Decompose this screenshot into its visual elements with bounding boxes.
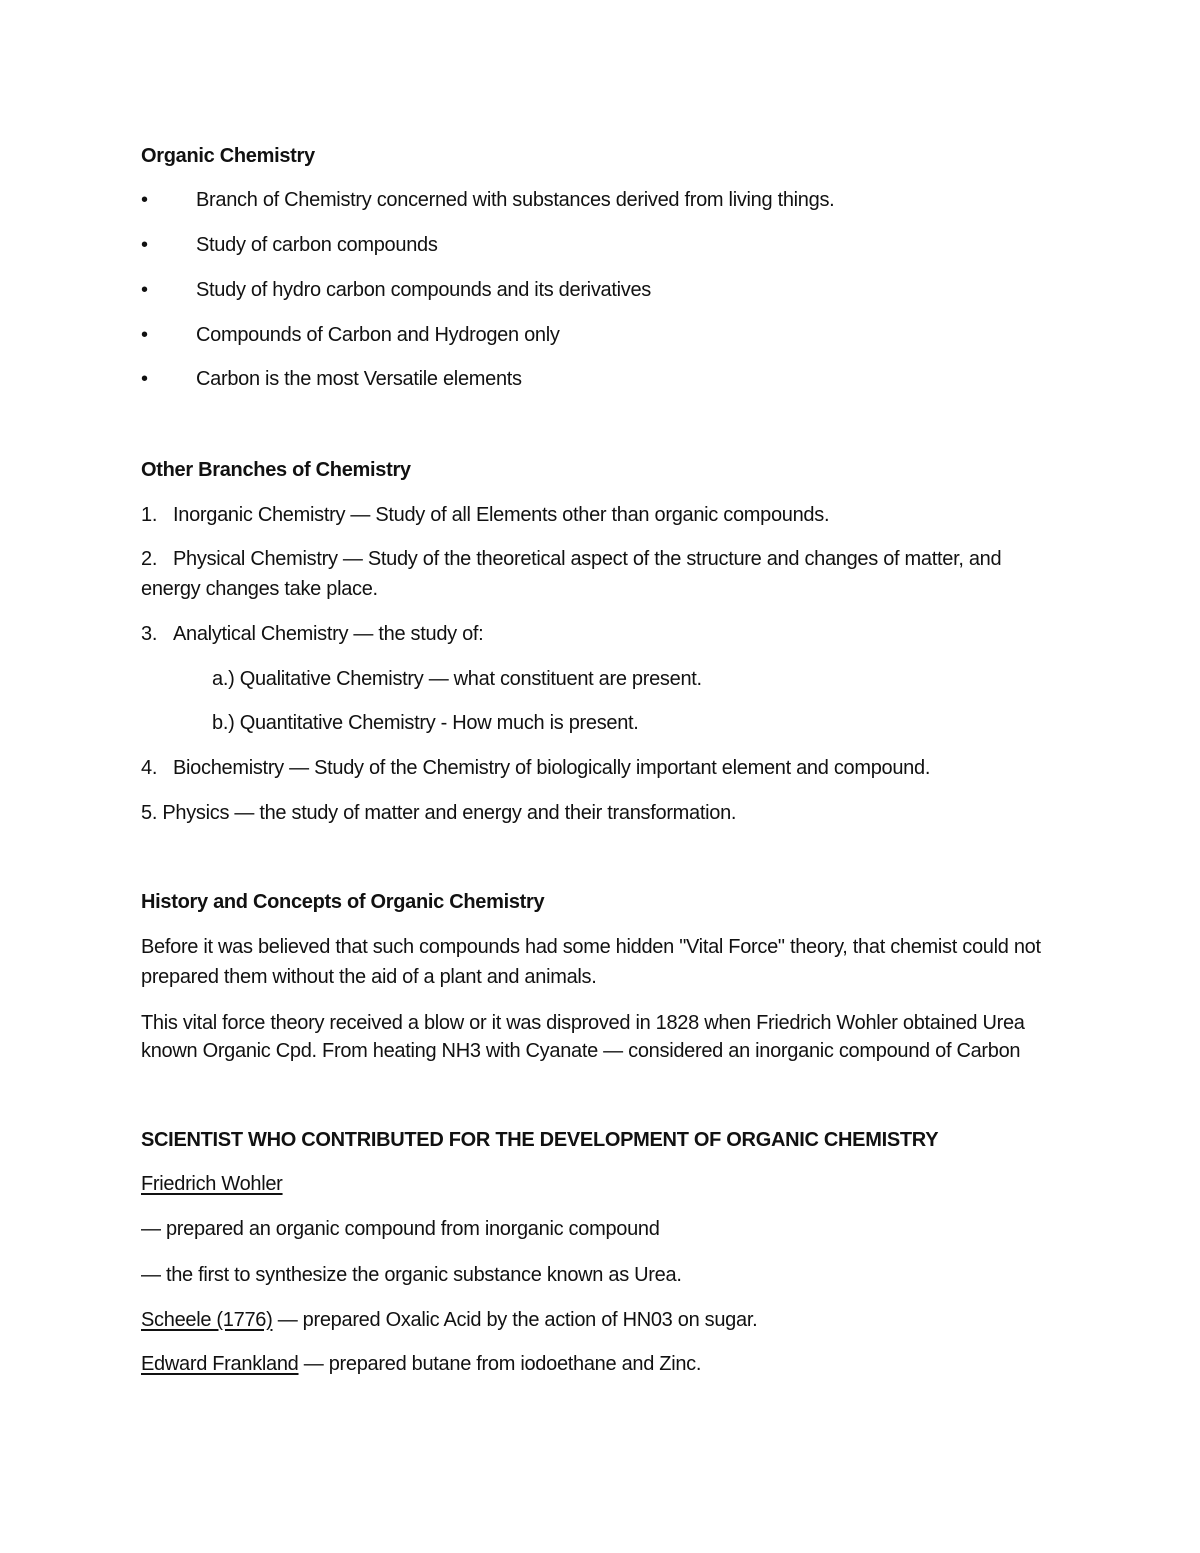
scientist-name-wohler: Friedrich Wohler	[141, 1173, 283, 1195]
section-heading-organic-chemistry: Organic Chemistry	[141, 145, 315, 167]
scientist-note: — prepared an organic compound from inorganic compound	[141, 1218, 660, 1240]
list-item-continuation: energy changes take place.	[141, 578, 378, 600]
list-item: Branch of Chemistry concerned with substances derived from living things.	[196, 189, 835, 211]
list-item: Inorganic Chemistry — Study of all Elements other than organic compounds.	[173, 504, 830, 526]
scientist-entry-frankland	[141, 1350, 701, 1378]
list-item: Carbon is the most Versatile elements	[196, 368, 522, 390]
section-heading-scientists: SCIENTIST WHO CONTRIBUTED FOR THE DEVELOPMENT OF ORGANIC CHEMISTRY	[141, 1129, 939, 1151]
bullet-icon: •	[141, 368, 148, 390]
paragraph-line: known Organic Cpd. From heating NH3 with Cyanate — considered an inorganic compound of Carbon	[141, 1040, 1021, 1062]
scientist-entry-scheele	[141, 1306, 757, 1334]
sub-list-item: a.) Qualitative Chemistry — what constituent are present.	[212, 668, 702, 690]
list-number: 4.	[141, 757, 158, 779]
list-item: 5. Physics — the study of matter and energy and their transformation.	[141, 802, 737, 824]
list-item: Biochemistry — Study of the Chemistry of biologically important element and compound.	[173, 757, 931, 779]
sub-list-item: b.) Quantitative Chemistry - How much is present.	[212, 712, 639, 734]
section-heading-other-branches: Other Branches of Chemistry	[141, 459, 411, 481]
list-item: Analytical Chemistry — the study of:	[173, 623, 484, 645]
paragraph-line: Before it was believed that such compounds had some hidden "Vital Force" theory, that chemist could not	[141, 936, 1041, 958]
list-number: 3.	[141, 623, 158, 645]
list-number: 1.	[141, 504, 158, 526]
list-item: Study of hydro carbon compounds and its derivatives	[196, 279, 651, 301]
paragraph-line: This vital force theory received a blow or it was disproved in 1828 when Friedrich Wohler obtained Urea	[141, 1012, 1025, 1034]
bullet-icon: •	[141, 234, 148, 256]
list-item: Compounds of Carbon and Hydrogen only	[196, 324, 560, 346]
list-item: Physical Chemistry — Study of the theoretical aspect of the structure and changes of matter, and	[173, 548, 1002, 570]
list-number: 2.	[141, 548, 158, 570]
bullet-icon: •	[141, 189, 148, 211]
section-heading-history: History and Concepts of Organic Chemistry	[141, 891, 545, 913]
paragraph-line: prepared them without the aid of a plant and animals.	[141, 966, 597, 988]
bullet-icon: •	[141, 324, 148, 346]
scientist-description: — prepared butane from iodoethane and Zinc.	[298, 1353, 702, 1375]
scientist-description: — prepared Oxalic Acid by the action of HN03 on sugar.	[272, 1309, 758, 1331]
list-item: Study of carbon compounds	[196, 234, 438, 256]
scientist-note: — the first to synthesize the organic substance known as Urea.	[141, 1264, 682, 1286]
scientist-name-frankland: Edward Frankland	[141, 1353, 299, 1375]
scientist-name-scheele: Scheele (1776)	[141, 1309, 273, 1331]
bullet-icon: •	[141, 279, 148, 301]
